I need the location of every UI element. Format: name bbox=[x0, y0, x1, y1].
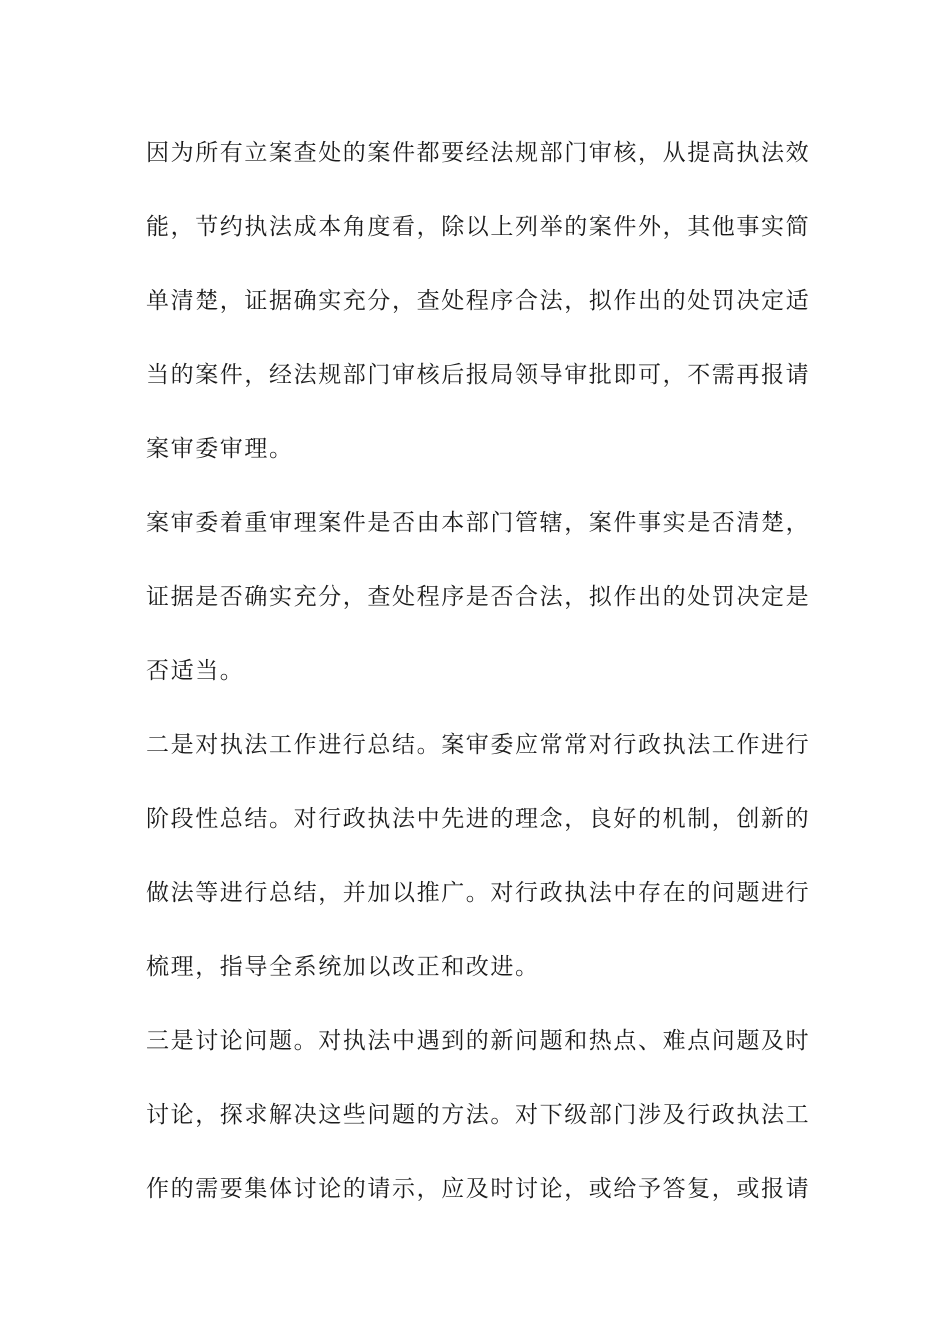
text-line: 能，节约执法成本角度看，除以上列举的案件外，其他事实简 bbox=[146, 214, 811, 240]
paragraph-1 bbox=[146, 130, 811, 500]
text-line: 二是对执法工作进行总结。案审委应常常对行政执法工作进行 bbox=[146, 732, 811, 758]
document-body bbox=[146, 130, 811, 1240]
text-line: 做法等进行总结，并加以推广。对行政执法中存在的问题进行 bbox=[146, 880, 811, 906]
text-line: 讨论，探求解决这些问题的方法。对下级部门涉及行政执法工 bbox=[146, 1102, 811, 1128]
text-line: 当的案件，经法规部门审核后报局领导审批即可，不需再报请 bbox=[146, 362, 811, 388]
text-line: 案审委审理。 bbox=[146, 436, 294, 462]
text-line: 因为所有立案查处的案件都要经法规部门审核，从提高执法效 bbox=[146, 140, 811, 166]
text-line: 单清楚，证据确实充分，查处程序合法，拟作出的处罚决定适 bbox=[146, 288, 811, 314]
paragraph-2 bbox=[146, 500, 811, 722]
text-line: 证据是否确实充分，查处程序是否合法，拟作出的处罚决定是 bbox=[146, 584, 811, 610]
text-line: 阶段性总结。对行政执法中先进的理念，良好的机制，创新的 bbox=[146, 806, 811, 832]
text-line: 作的需要集体讨论的请示，应及时讨论，或给予答复，或报请 bbox=[146, 1176, 811, 1202]
paragraph-4 bbox=[146, 1018, 811, 1240]
text-line: 梳理，指导全系统加以改正和改进。 bbox=[146, 954, 540, 980]
text-line: 否适当。 bbox=[146, 658, 245, 684]
text-line: 案审委着重审理案件是否由本部门管辖，案件事实是否清楚， bbox=[146, 510, 811, 536]
paragraph-3 bbox=[146, 722, 811, 1018]
text-line: 三是讨论问题。对执法中遇到的新问题和热点、难点问题及时 bbox=[146, 1028, 811, 1054]
